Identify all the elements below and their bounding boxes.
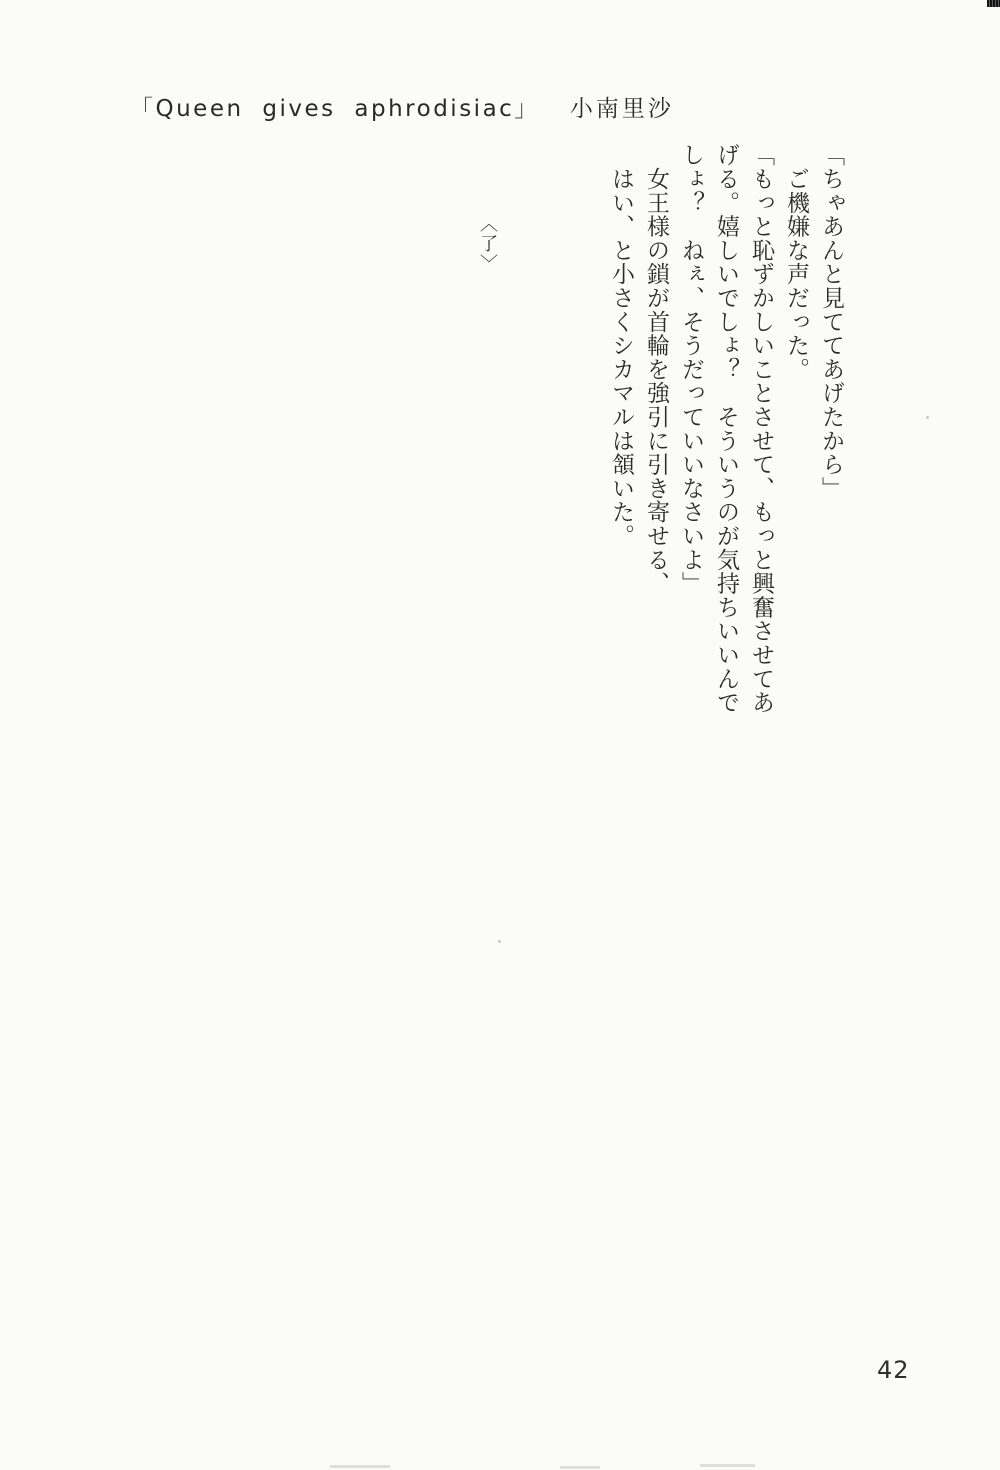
page-number: 42 [877,1356,910,1384]
scan-speck [926,416,929,419]
text-column: 「ちゃあんと見ててあげたから」 [818,143,844,500]
story-body [603,143,848,725]
end-mark: 〈了〉 [477,214,498,274]
text-column: ご機嫌な声だった。 [783,143,809,381]
text-column: げる。嬉しいでしょ？ そういうのが気持ちいいんで [713,143,739,715]
scan-speck [498,940,501,943]
scan-artifact-bottom-edge [560,1466,600,1469]
story-author: 小南里沙 [569,96,674,122]
story-header [130,90,674,123]
text-column: はい、と小さくシカマルは頷いた。 [608,143,634,548]
text-column: 女王様の鎖が首輪を強引に引き寄せる、 [643,143,669,596]
text-column: 「もっと恥ずかしいことさせて、もっと興奮させてあ [748,143,774,715]
scan-artifact-bottom-edge [700,1464,755,1467]
story-title: 「Queen gives aphrodisiac」 [130,96,540,122]
text-column: しょ？ ねぇ、そうだっていいなさいよ」 [678,143,704,596]
scan-artifact-bottom-edge [330,1465,390,1468]
scan-artifact-corner [987,0,1000,7]
